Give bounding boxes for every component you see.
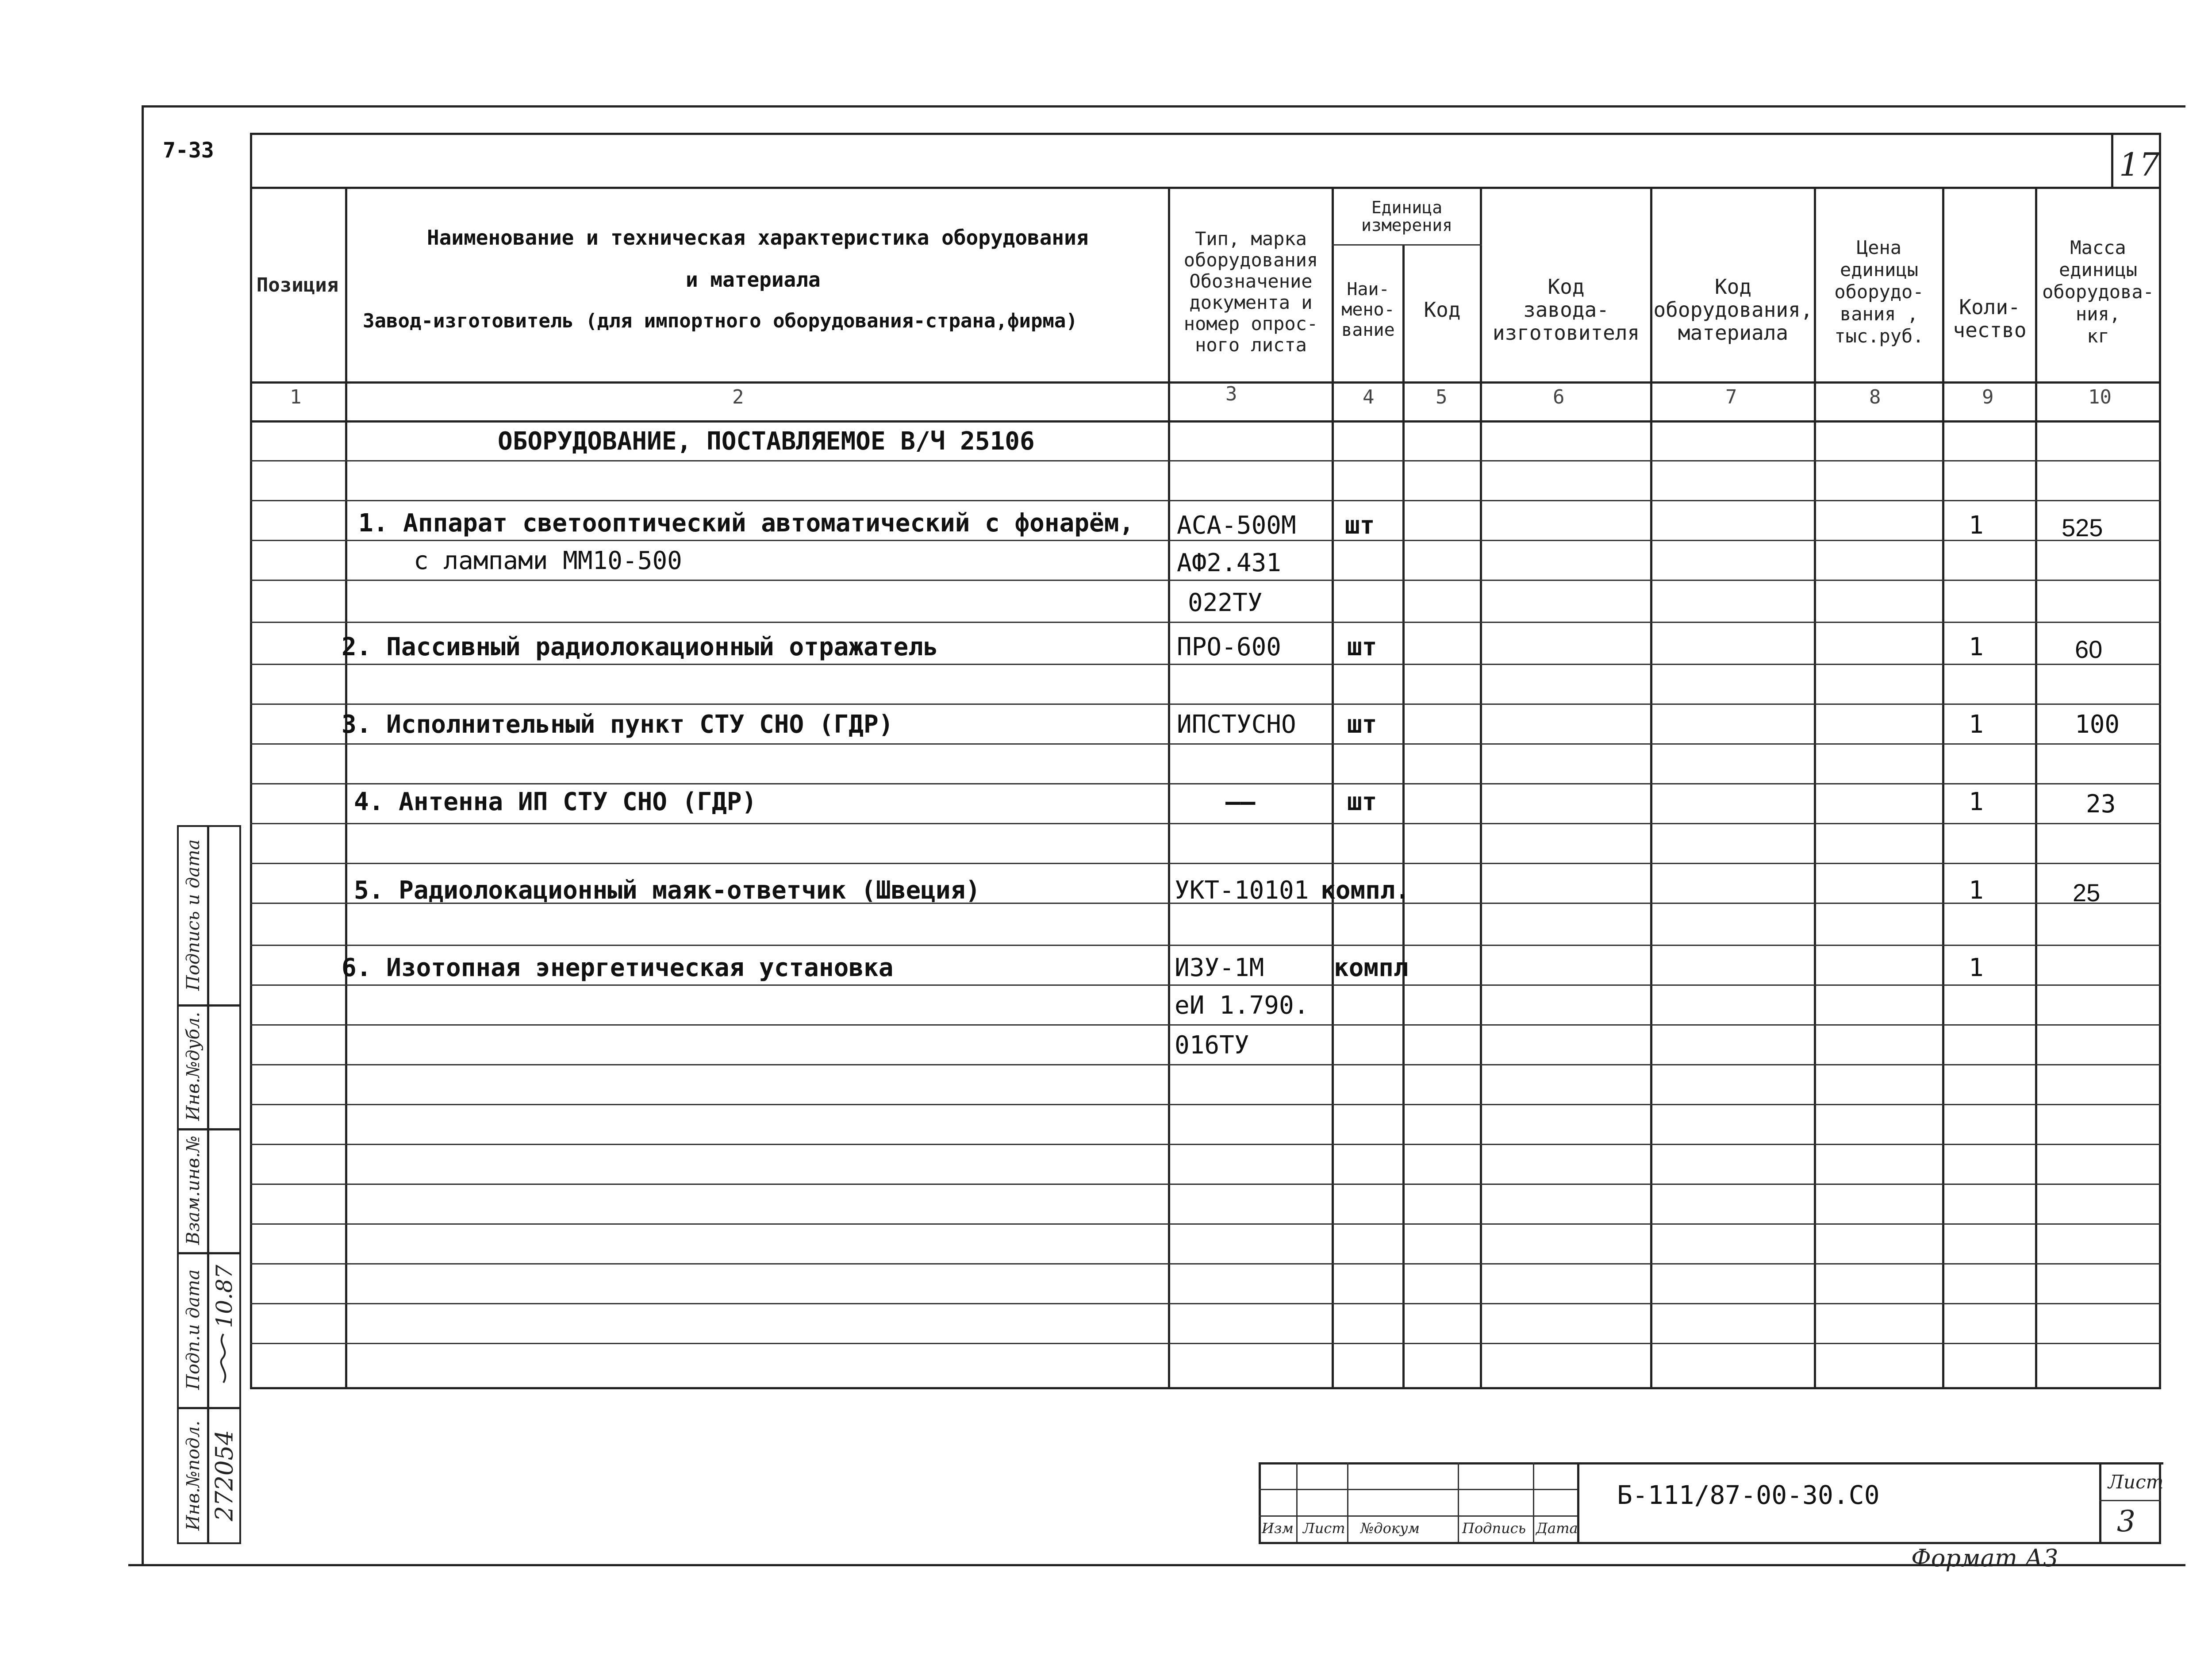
- header-quantity: Коли- чество: [1953, 295, 2027, 342]
- item3-type: ИПСТУСНО: [1177, 710, 1296, 739]
- outer-frame-bottom: [128, 1564, 2185, 1566]
- item2-name: 2. Пассивный радиолокационный отражатель: [342, 633, 938, 661]
- side-stamp-sep-3: [177, 1252, 241, 1254]
- row-line: [250, 1064, 2161, 1065]
- header-type: Тип, марка оборудования Обозначение документа и номер опрос- ного листа: [1183, 228, 1318, 356]
- stamp-h-date: Дата: [1536, 1520, 1578, 1537]
- page-number: 17: [2119, 146, 2160, 183]
- header-name-line3: Завод-изготовитель (для импортного оборудования-страна,фирма): [363, 310, 1078, 332]
- row-line: [250, 664, 2161, 665]
- row-line: [250, 783, 2161, 784]
- sheet-marker: 7-33: [163, 138, 214, 163]
- row-line: [250, 622, 2161, 623]
- row-line: [250, 580, 2161, 581]
- header-factory-code: Код завода- изготовителя: [1492, 275, 1640, 345]
- item1-type2: АФ2.431: [1177, 549, 1282, 577]
- item5-name: 5. Радиолокационный маяк-ответчик (Швеция): [354, 876, 981, 905]
- item2-unit: шт: [1347, 633, 1377, 661]
- col-div-5: [1480, 187, 1482, 1389]
- stamp-row-2: [1259, 1515, 1577, 1517]
- header-name-line1: Наименование и техническая характеристика оборудования: [427, 226, 1089, 250]
- item3-mass: 100: [2075, 710, 2120, 739]
- outer-frame-left: [142, 105, 144, 1565]
- item6-unit: компл: [1334, 953, 1409, 982]
- header-price: Цена единицы оборудо- вания , тыс.руб.: [1834, 237, 1924, 347]
- stamp-h-change: Изм: [1262, 1520, 1294, 1537]
- row-line: [250, 1223, 2161, 1225]
- section-title: ОБОРУДОВАНИЕ, ПОСТАВЛЯЕМОЕ В/Ч 25106: [498, 427, 1035, 456]
- colnum-5: 5: [1436, 386, 1448, 408]
- item5-unit: компл.: [1321, 876, 1410, 905]
- colnum-row-bottom: [250, 420, 2161, 423]
- header-unit-code: Код: [1424, 298, 1461, 322]
- colnum-7: 7: [1725, 386, 1737, 408]
- row-line: [250, 984, 2161, 986]
- row-line: [250, 743, 2161, 745]
- colnum-1: 1: [290, 386, 302, 408]
- row-line: [250, 1263, 2161, 1265]
- side-date-value: 10.87: [211, 1265, 237, 1328]
- row-line: [250, 1104, 2161, 1105]
- side-stamp-sep-1: [177, 1004, 241, 1007]
- stamp-col-3: [1458, 1462, 1459, 1542]
- item1-type3: 022ТУ: [1188, 588, 1263, 617]
- outer-frame-top: [142, 105, 2185, 108]
- item4-qty: 1: [1969, 788, 1984, 816]
- row-line: [250, 945, 2161, 946]
- side-inv-value: 272054: [210, 1430, 238, 1522]
- stamp-sheet-label: Лист: [2108, 1471, 2164, 1493]
- item3-name: 3. Исполнительный пункт СТУ СНО (ГДР): [342, 710, 894, 739]
- header-equipment-code: Код оборудования, материала: [1653, 275, 1813, 345]
- colnum-6: 6: [1553, 386, 1565, 408]
- stamp-row-1: [1259, 1489, 1577, 1490]
- colnum-3: 3: [1225, 383, 1237, 405]
- table-bottom: [250, 1387, 2161, 1389]
- stamp-h-sheet: Лист: [1303, 1520, 1345, 1537]
- item2-mass: 60: [2075, 635, 2103, 663]
- header-unit-group: Единица измерения: [1361, 198, 1452, 235]
- header-name-line2: и материала: [686, 268, 821, 292]
- side-stamp-sep-2: [177, 1128, 241, 1130]
- side-label-sign-date-2: Подпись и дата: [183, 839, 204, 991]
- row-line: [250, 863, 2161, 864]
- item6-type: ИЗУ-1М: [1175, 953, 1264, 982]
- col-div-4: [1402, 246, 1405, 1389]
- side-signature: [215, 1332, 232, 1385]
- row-line: [250, 1144, 2161, 1145]
- side-label-inv-dup: Инв.№дубл.: [183, 1011, 204, 1121]
- item3-qty: 1: [1969, 710, 1984, 739]
- header-mass: Масса единицы оборудова- ния, кг: [2042, 237, 2154, 347]
- colnum-8: 8: [1869, 386, 1881, 408]
- stamp-col-1: [1296, 1462, 1298, 1542]
- header-bottom: [250, 381, 2161, 384]
- row-line: [250, 1184, 2161, 1185]
- col-div-1: [345, 187, 347, 1389]
- format-note: Формат А3: [1911, 1544, 2058, 1572]
- header-unit-name: Наи- мено- вание: [1341, 279, 1395, 340]
- item5-qty: 1: [1969, 876, 1984, 905]
- colnum-9: 9: [1982, 386, 1994, 408]
- item3-unit: шт: [1347, 710, 1377, 739]
- item6-name: 6. Изотопная энергетическая установка: [342, 953, 894, 982]
- colnum-4: 4: [1363, 386, 1375, 408]
- row-line: [250, 500, 2161, 501]
- row-line: [250, 1343, 2161, 1344]
- header-top: [250, 187, 2161, 189]
- item2-type: ПРО-600: [1177, 633, 1282, 661]
- item2-qty: 1: [1969, 633, 1984, 661]
- colnum-10: 10: [2088, 386, 2112, 408]
- item6-qty: 1: [1969, 953, 1984, 982]
- item4-mass: 23: [2086, 790, 2116, 819]
- side-stamp-divider: [207, 825, 209, 1544]
- stamp-h-signature: Подпись: [1462, 1520, 1526, 1537]
- col-div-6: [1650, 187, 1652, 1389]
- stamp-sheet-divider: [2099, 1462, 2101, 1542]
- title-band-top: [250, 133, 2161, 135]
- stamp-sheet-number: 3: [2117, 1504, 2135, 1538]
- stamp-col-4: [1533, 1462, 1534, 1542]
- col-div-3: [1332, 187, 1334, 1389]
- side-label-replace-inv: Взам.инв.№: [183, 1135, 204, 1245]
- stamp-h-docnum: №докум: [1360, 1520, 1420, 1537]
- item1-qty: 1: [1969, 511, 1984, 540]
- side-label-sign-date: Подп.и дата: [183, 1269, 204, 1390]
- item5-mass: 25: [2073, 879, 2101, 907]
- header-position: Позиция: [256, 274, 339, 296]
- item1-name2: с лампами ММ10-500: [414, 546, 682, 575]
- row-line: [250, 540, 2161, 541]
- side-label-inv-orig: Инв.№подл.: [183, 1420, 204, 1531]
- item1-type: АСА-500М: [1177, 511, 1296, 540]
- row-line: [250, 1024, 2161, 1026]
- row-line: [250, 703, 2161, 705]
- item1-unit: шт: [1345, 511, 1375, 540]
- right-frame: [2159, 133, 2161, 1389]
- doc-code: Б-111/87-00-30.С0: [1617, 1480, 1880, 1510]
- item5-type: УКТ-10101: [1175, 876, 1309, 905]
- item4-unit: шт: [1347, 788, 1377, 816]
- item4-type: ——: [1225, 788, 1256, 816]
- item6-type2: еИ 1.790.: [1175, 991, 1309, 1020]
- row-line: [250, 460, 2161, 461]
- item1-name: 1. Аппарат светооптический автоматический с фонарём,: [358, 509, 1134, 538]
- row-line: [250, 1303, 2161, 1304]
- side-stamp-sep-4: [177, 1407, 241, 1409]
- stamp-sheet-row: [2099, 1500, 2161, 1501]
- item6-type3: 016ТУ: [1175, 1031, 1249, 1060]
- row-line: [250, 823, 2161, 824]
- stamp-col-2: [1347, 1462, 1348, 1542]
- colnum-2: 2: [732, 386, 744, 408]
- page-number-divider: [2111, 133, 2113, 188]
- item4-name: 4. Антенна ИП СТУ СНО (ГДР): [354, 788, 757, 816]
- item1-mass: 525: [2062, 514, 2103, 542]
